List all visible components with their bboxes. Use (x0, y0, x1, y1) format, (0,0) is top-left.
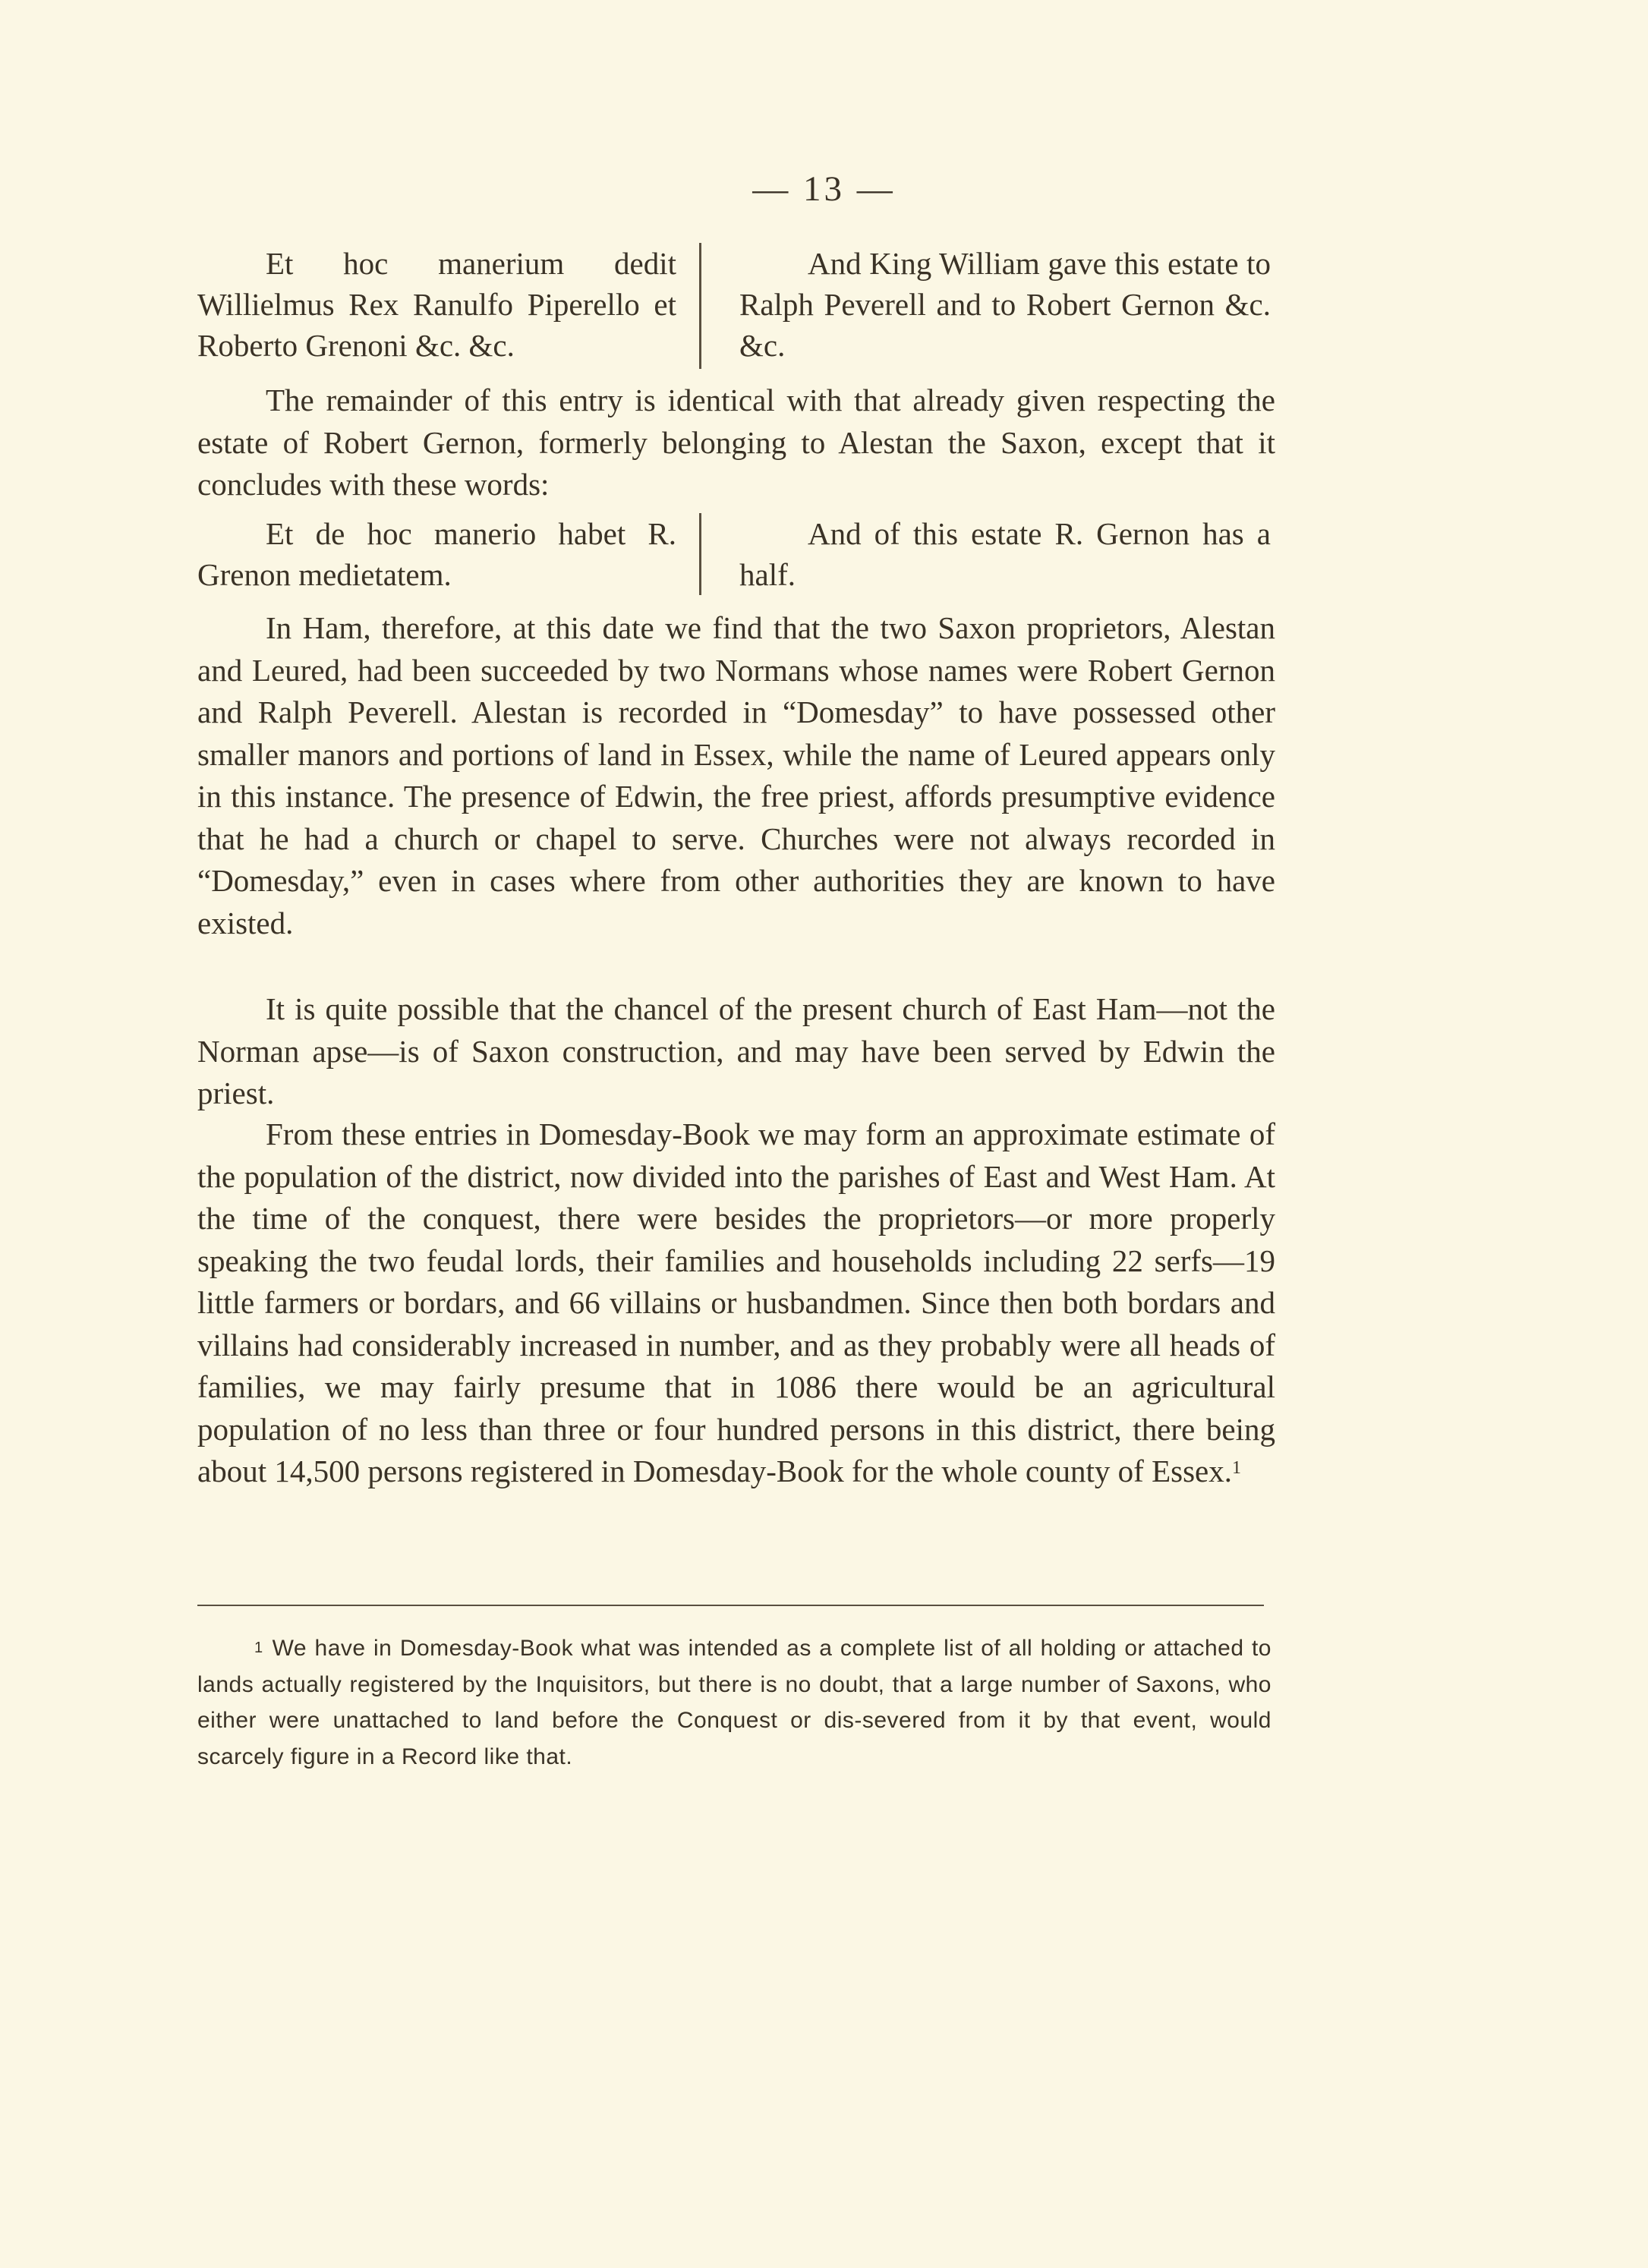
footnote (197, 1630, 1271, 1775)
paragraph-population-estimate (197, 1114, 1275, 1493)
english-column: And King William gave this estate to Ralph Peverell and to Robert Gernon &c. &c. (739, 246, 1271, 363)
page-number: — 13 — (752, 169, 896, 209)
paragraph-population-estimate-text: From these entries in Domesday-Book we may form an approximate estimate of the population of the district, now divided into the parishes of East and West Ham. At the time of the conquest, there were besides the proprietors—or more properly speaking the two feudal lords, their families and households including 22 serfs—19 little farmers or bordars, and 66 villains or husbandmen. Since then both bordars and villains had considerably increased in number, and as they probably were all heads of families, we may fairly presume that in 1086 there would be an agricultural population of no less than three or four hundred persons in this district, there being about 14,500 persons registered in Domesday-Book for the whole county of Essex. (197, 1117, 1275, 1488)
english-column: And of this estate R. Gernon has a half. (739, 516, 1271, 592)
footnote-reference: 1 (1231, 1458, 1241, 1478)
paragraph-ham: In Ham, therefore, at this date we find that the two Saxon proprietors, Alestan and Leured, had been succeeded by two Normans whose names were Robert Gernon and Ralph Peverell. Alestan is recorded in “Domesday” to have possessed other smaller manors and portions of land in Essex, while the name of Leured appears only in this instance. The presence of Edwin, the free priest, affords presumptive evidence that he had a church or chapel to serve. Churches were not always recorded in “Domesday,” even in cases where from other authorities they are known to have existed. (197, 610, 1275, 940)
latin-column: Et hoc manerium dedit Willielmus Rex Ranulfo Piperello et Roberto Grenoni &c. &c. (197, 243, 701, 369)
parallel-text-half (197, 513, 1275, 595)
parallel-text-grant (197, 243, 1275, 369)
footnote-divider (197, 1605, 1264, 1606)
latin-column: Et de hoc manerio habet R. Grenon medietatem. (197, 513, 701, 595)
footnote-marker: 1 (254, 1640, 263, 1656)
paragraph-chancel: It is quite possible that the chancel of the present church of East Ham—not the Norman apse—is of Saxon construction, and may have been served by Edwin the priest. (197, 991, 1275, 1110)
footnote-text: We have in Domesday-Book what was intended as a complete list of all holding or attached to lands actually registered by the Inquisitors, but there is no doubt, that a large number of Saxons, who either were unattached to land before the Conquest or dis-severed from it by that event, would scarcely figure in a Record like that. (197, 1636, 1271, 1769)
paragraph-remainder: The remainder of this entry is identical with that already given respecting the estate of Robert Gernon, formerly belonging to Alestan the Saxon, except that it concludes with these words: (197, 383, 1275, 502)
